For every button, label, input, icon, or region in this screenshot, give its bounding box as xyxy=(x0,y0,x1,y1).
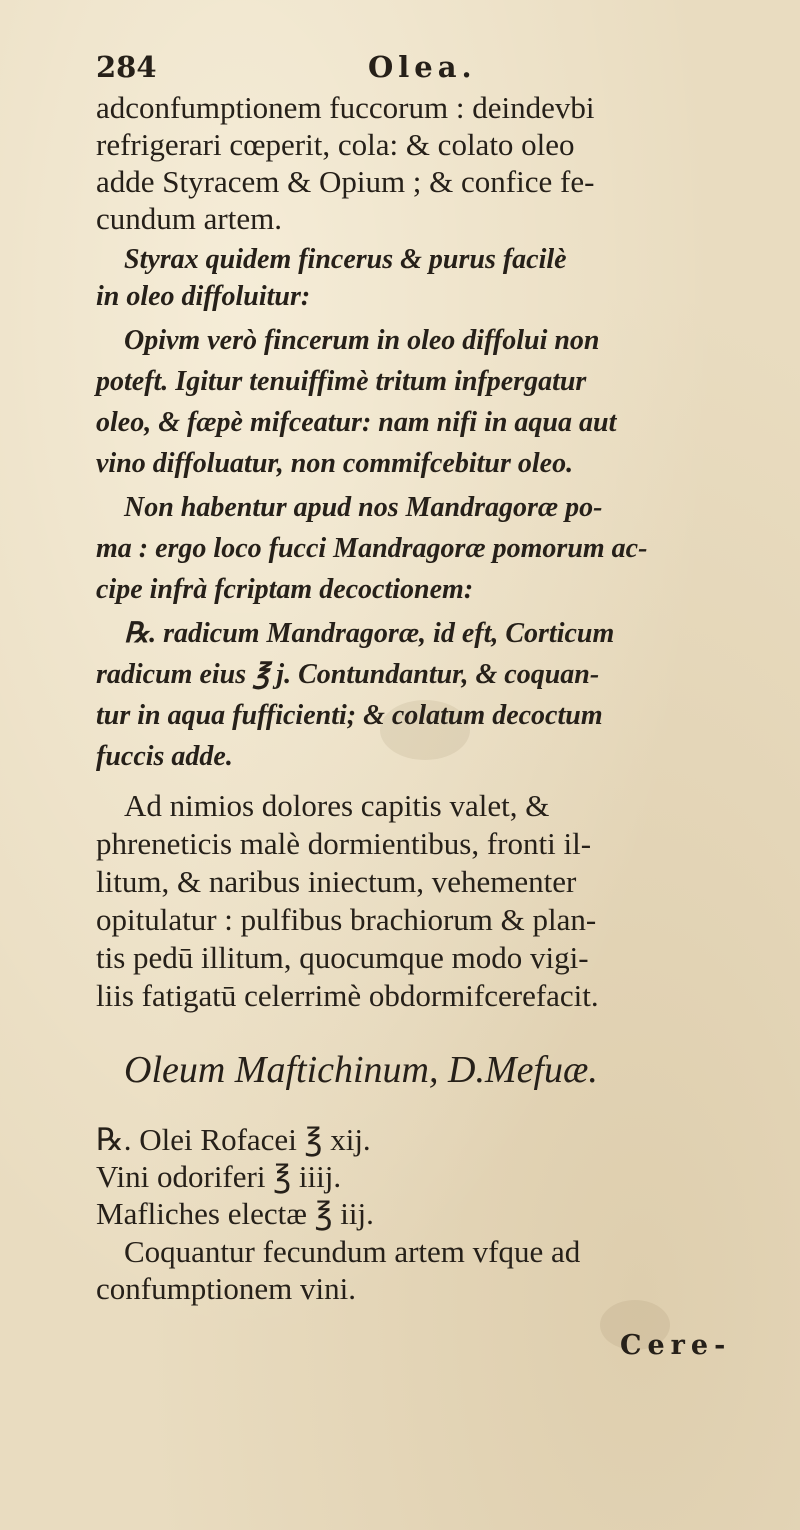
text-line: vino diffoluatur, non commifcebitur oleo. xyxy=(96,448,574,479)
recipe-line: Coquantur fecundum artem vfque ad xyxy=(124,1234,581,1269)
page-header xyxy=(96,48,556,90)
text-line: cundum artem. xyxy=(96,201,282,236)
running-head: Olea. xyxy=(368,50,477,84)
recipe-line: Mafliches electæ ℥ iij. xyxy=(96,1196,374,1231)
text-line: phreneticis malè dormientibus, fronti il- xyxy=(96,826,592,861)
recipe-line: ℞. Olei Rofacei ℥ xij. xyxy=(96,1122,371,1157)
text-line: poteft. Igitur tenuiffimè tritum infpergatur xyxy=(96,366,587,397)
catchword: Cere- xyxy=(620,1330,732,1361)
text-line: cipe infrà fcriptam decoctionem: xyxy=(96,574,474,605)
page-number: 284 xyxy=(96,50,157,84)
recipe-line: Vini odoriferi ℥ iiij. xyxy=(96,1159,342,1194)
text-line: fuccis adde. xyxy=(96,741,233,772)
text-line: Non habentur apud nos Mandragoræ po- xyxy=(124,492,603,523)
text-line: adde Styracem & Opium ; & confice fe- xyxy=(96,164,595,199)
text-line: liis fatigatū celerrimè obdormifcerefacit. xyxy=(96,978,599,1013)
text-line: opitulatur : pulfibus brachiorum & plan- xyxy=(96,902,597,937)
text-line: tis pedū illitum, quocumque modo vigi- xyxy=(96,940,589,975)
text-line: adconfumptionem fuccorum : deindevbi xyxy=(96,90,595,125)
text-line: refrigerari cœperit, cola: & colato oleo xyxy=(96,127,575,162)
text-line: tur in aqua fufficienti; & colatum decoctum xyxy=(96,700,603,731)
section-heading: Oleum Maftichinum, D.Mefuæ. xyxy=(124,1049,598,1091)
recipe-line: confumptionem vini. xyxy=(96,1271,357,1306)
text-line: in oleo diffoluitur: xyxy=(96,281,311,312)
text-line: radicum eius ℥ j. Contundantur, & coquan- xyxy=(96,659,600,690)
text-line: litum, & naribus iniectum, vehementer xyxy=(96,864,577,899)
text-line: oleo, & fæpè mifceatur: nam nifi in aqua aut xyxy=(96,407,617,438)
text-line: Opivm verò fincerum in oleo diffolui non xyxy=(124,325,600,356)
text-line: ma : ergo loco fucci Mandragoræ pomorum ac- xyxy=(96,533,648,564)
text-line: Styrax quidem fincerus & purus facilè xyxy=(124,244,567,275)
text-line: Ad nimios dolores capitis valet, & xyxy=(124,788,550,823)
text-line: ℞. radicum Mandragoræ, id eft, Corticum xyxy=(124,618,615,649)
